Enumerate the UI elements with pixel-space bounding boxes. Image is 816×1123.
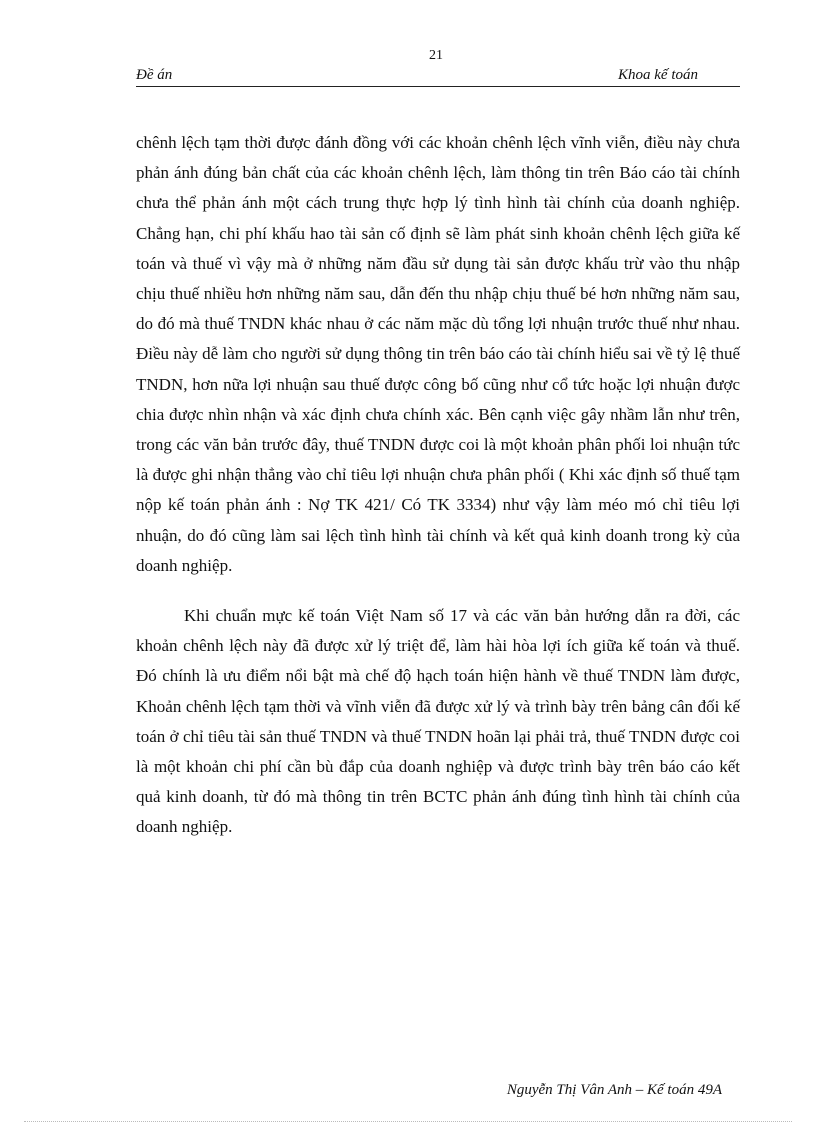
paragraph-2: Khi chuẩn mực kế toán Việt Nam số 17 và các văn bản hướng dẫn ra đời, các khoản chênh lệch này đã được xử lý triệt để, làm hài hòa lợi ích giữa kế toán và thuế. Đó chính là ưu điểm nổi bật mà chế độ hạch toán hiện hành về thuế TNDN làm được, Khoản chênh lệch tạm thời và vĩnh viễn đã được xử lý và trình bày trên bảng cân đối kế toán ở chỉ tiêu tài sản thuế TNDN và thuế TNDN hoãn lại phải trả, thuế TNDN được coi là một khoản chi phí cần bù đắp của doanh nghiệp và được trình bày trên báo cáo kết quả kinh doanh, từ đó mà thông tin trên BCTC phản ánh đúng tình hình tài chính của doanh nghiệp. bbox=[136, 606, 740, 837]
header-right-title: Khoa kế toán bbox=[618, 67, 698, 83]
page-number: 21 bbox=[429, 48, 443, 63]
paragraph-1: chênh lệch tạm thời được đánh đồng với các khoản chênh lệch vĩnh viễn, điều này chưa phản ánh đúng bản chất của các khoản chênh lệch, làm thông tin trên Báo cáo tài chính chưa thể phản ánh một cách trung thực hợp lý tình hình tài chính của doanh nghiệp. Chẳng hạn, chi phí khấu hao tài sản cố định sẽ làm phát sinh khoản chênh lệch giữa kế toán và thuế vì vậy mà ở những năm đầu sử dụng tài sản được khấu trừ vào thu nhập chịu thuế nhiều hơn những năm sau, dẫn đến thu nhập chịu thuế bé hơn những năm sau, do đó mà thuế TNDN khác nhau ở các năm mặc dù tổng lợi nhuận trước thuế như nhau. Điều này dễ làm cho người sử dụng thông tin trên báo cáo tài chính hiểu sai về tỷ lệ thuế TNDN, hơn nữa lợi nhuận sau thuế được công bố cũng như cổ tức hoặc lợi nhuận được chia được nhìn nhận và xác định chưa chính xác. Bên cạnh việc gây nhầm lẫn như trên, trong các văn bản trước đây, thuế TNDN được coi là một khoản phân phối loi nhuận tức là được ghi nhận thẳng vào chỉ tiêu lợi nhuận chưa phân phối ( Khi xác định số thuế tạm nộp kế toán phản ánh : Nợ TK 421/ Có TK 3334) như vậy làm méo mó chỉ tiêu lợi nhuận, do đó cũng làm sai lệch tình hình tài chính và kết quả kinh doanh trong kỳ của doanh nghiệp. bbox=[136, 133, 740, 575]
header-left-title: Đề án bbox=[136, 67, 173, 83]
bottom-dotted-divider bbox=[24, 1121, 792, 1122]
body-text bbox=[136, 128, 740, 843]
page-header bbox=[136, 66, 740, 87]
page-footer: Nguyễn Thị Vân Anh – Kế toán 49A bbox=[506, 1082, 722, 1098]
